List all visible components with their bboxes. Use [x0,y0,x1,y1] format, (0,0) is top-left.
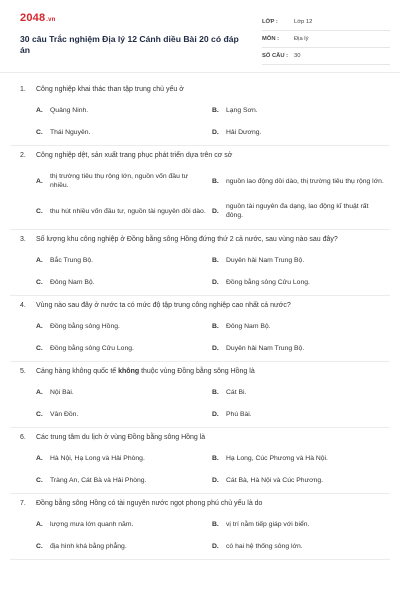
option-letter: B. [212,106,219,114]
option-grid [20,321,382,353]
option-a[interactable] [36,519,208,529]
option-letter: C. [36,476,43,484]
option-text: Bắc Trung Bộ. [50,256,94,264]
option-letter: C. [36,278,43,286]
question-1 [10,80,390,146]
option-letter: C. [36,410,43,418]
option-text: Cát Bà, Hà Nội và Cúc Phương. [226,476,324,484]
question-stem [20,301,382,311]
question-number: 3. [20,236,26,243]
option-d[interactable] [212,409,384,419]
option-b[interactable] [212,453,384,463]
option-grid [20,171,382,221]
option-letter: A. [36,322,43,330]
option-text: Đồng bằng sông Cửu Long. [226,278,310,286]
option-text: địa hình khá bằng phẳng. [50,542,127,550]
header-divider [0,72,400,73]
option-a[interactable] [36,105,208,115]
option-grid [20,255,382,287]
option-letter: C. [36,207,43,215]
option-text: thị trường tiêu thụ rộng lớn, nguồn vốn đầu tư nhiều. [50,173,189,189]
option-letter: D. [212,278,219,286]
question-stem [20,235,382,245]
option-letter: A. [36,106,43,114]
option-text: Hà Nội, Hạ Long và Hải Phòng. [50,454,145,462]
option-a[interactable] [36,387,208,397]
option-text: có hai hệ thống sông lớn. [226,542,303,550]
stem-part: Cảng hàng không quốc tế [36,368,119,375]
option-d[interactable] [212,541,384,551]
option-letter: C. [36,542,43,550]
option-b[interactable] [212,519,384,529]
meta-value: Địa lý [294,36,309,42]
option-text: Thái Nguyên. [50,128,91,136]
option-letter: A. [36,520,43,528]
option-a[interactable] [36,453,208,463]
meta-value: 30 [294,53,301,59]
question-stem [20,85,382,95]
question-3 [10,230,390,296]
question-stem [20,151,382,161]
option-letter: D. [212,128,219,136]
stem-part: thuộc vùng Đồng bằng sông Hồng là [139,368,255,375]
option-text: Lạng Sơn. [226,106,258,114]
option-letter: C. [36,344,43,352]
option-d[interactable] [212,343,384,353]
page-header [10,0,390,70]
meta-row-count [262,50,390,65]
option-text: thu hút nhiều vốn đầu tư, nguồn tài nguyên dồi dào. [50,207,206,215]
option-text: Phú Bài. [226,410,252,418]
question-text: Công nghiệp khai thác than tập trung chủ yếu ở [36,86,184,93]
option-b[interactable] [212,255,384,265]
option-c[interactable] [36,541,208,551]
option-grid [20,105,382,137]
option-letter: B. [212,520,219,528]
meta-label: LỚP : [262,19,278,25]
question-stem [20,367,382,377]
option-text: Vân Đồn. [50,410,79,418]
question-number: 7. [20,500,26,507]
option-letter: A. [36,388,43,396]
option-c[interactable] [36,409,208,419]
option-letter: B. [212,177,219,185]
option-c[interactable] [36,277,208,287]
option-text: Đông Nam Bộ. [226,322,271,330]
option-c[interactable] [36,127,208,137]
option-text: Đông Nam Bộ. [50,278,95,286]
option-d[interactable] [212,201,384,221]
question-4 [10,296,390,362]
page-title: 30 câu Trắc nghiệm Địa lý 12 Cánh diều Bài 20 có đáp án [20,34,239,55]
option-text: Hải Dương. [226,128,262,136]
meta-row-subject [262,33,390,48]
option-letter: A. [36,177,43,185]
question-7 [10,494,390,560]
logo-tld: .vn [46,17,56,23]
question-number: 5. [20,368,26,375]
question-text: Công nghiệp dệt, sản xuất trang phục phát triển dựa trên cơ sở [36,152,233,159]
question-stem [20,499,382,509]
option-b[interactable] [212,387,384,397]
option-d[interactable] [212,277,384,287]
question-text: Vùng nào sau đây ở nước ta có mức độ tập trung công nghiệp cao nhất cả nước? [36,302,291,309]
option-text: Quảng Ninh. [50,106,89,114]
option-text: Đồng bằng sông Cửu Long. [50,344,134,352]
option-text: Tràng An, Cát Bà và Hải Phòng. [50,476,147,484]
meta-label: SỐ CÂU : [262,53,289,59]
question-number: 2. [20,152,26,159]
option-text: Nội Bài. [50,388,74,396]
option-grid [20,519,382,551]
stem-emphasis: không [118,368,140,375]
question-5 [10,362,390,428]
option-letter: A. [36,454,43,462]
question-number: 6. [20,434,26,441]
option-letter: D. [212,476,219,484]
option-d[interactable] [212,475,384,485]
option-c[interactable] [36,343,208,353]
question-text: Các trung tâm du lịch ở vùng Đồng bằng sông Hồng là [36,434,206,441]
question-text: Số lượng khu công nghiệp ở Đồng bằng sông Hồng đứng thứ 2 cả nước, sau vùng nào sau đây? [36,236,338,243]
question-number: 4. [20,302,26,309]
option-letter: D. [212,542,219,550]
question-text: Đồng bằng sông Hồng có tài nguyên nước ngọt phong phú chủ yếu là do [36,500,263,507]
question-text [36,367,255,377]
option-text: Cát Bi. [226,388,247,396]
option-grid [20,387,382,419]
question-number: 1. [20,86,26,93]
option-text: Duyên hải Nam Trung Bộ. [226,256,305,264]
option-b[interactable] [212,105,384,115]
question-2 [10,146,390,230]
option-b[interactable] [212,171,384,191]
meta-panel [262,16,390,67]
option-grid [20,453,382,485]
option-c[interactable] [36,475,208,485]
option-text: Hạ Long, Cúc Phương và Hà Nội. [226,454,328,462]
option-letter: C. [36,128,43,136]
logo-text: 2048 [20,12,46,24]
option-letter: D. [212,344,219,352]
option-text: nguồn lao động dồi dào, thị trường tiêu thụ rộng lớn. [226,177,384,185]
option-letter: B. [212,454,219,462]
option-c[interactable] [36,201,208,221]
question-stem [20,433,382,443]
option-text: nguồn tài nguyên đa dạng, lao động kĩ thuật rất đông. [226,203,369,219]
question-list [0,80,400,560]
option-d[interactable] [212,127,384,137]
option-letter: A. [36,256,43,264]
option-letter: B. [212,388,219,396]
option-letter: B. [212,322,219,330]
question-6 [10,428,390,494]
option-text: lượng mưa lớn quanh năm. [50,520,134,528]
option-text: Duyên hải Nam Trung Bộ. [226,344,305,352]
option-letter: D. [212,410,219,418]
option-text: Đồng bằng sông Hồng. [50,322,120,330]
meta-label: MÔN : [262,36,280,42]
meta-row-grade [262,16,390,31]
option-letter: D. [212,207,219,215]
option-a[interactable] [36,321,208,331]
option-a[interactable] [36,255,208,265]
option-a[interactable] [36,171,208,191]
option-letter: B. [212,256,219,264]
option-text: vị trí nằm tiếp giáp với biển. [226,520,310,528]
site-logo[interactable] [20,12,56,24]
option-b[interactable] [212,321,384,331]
meta-value: Lớp 12 [294,19,313,25]
